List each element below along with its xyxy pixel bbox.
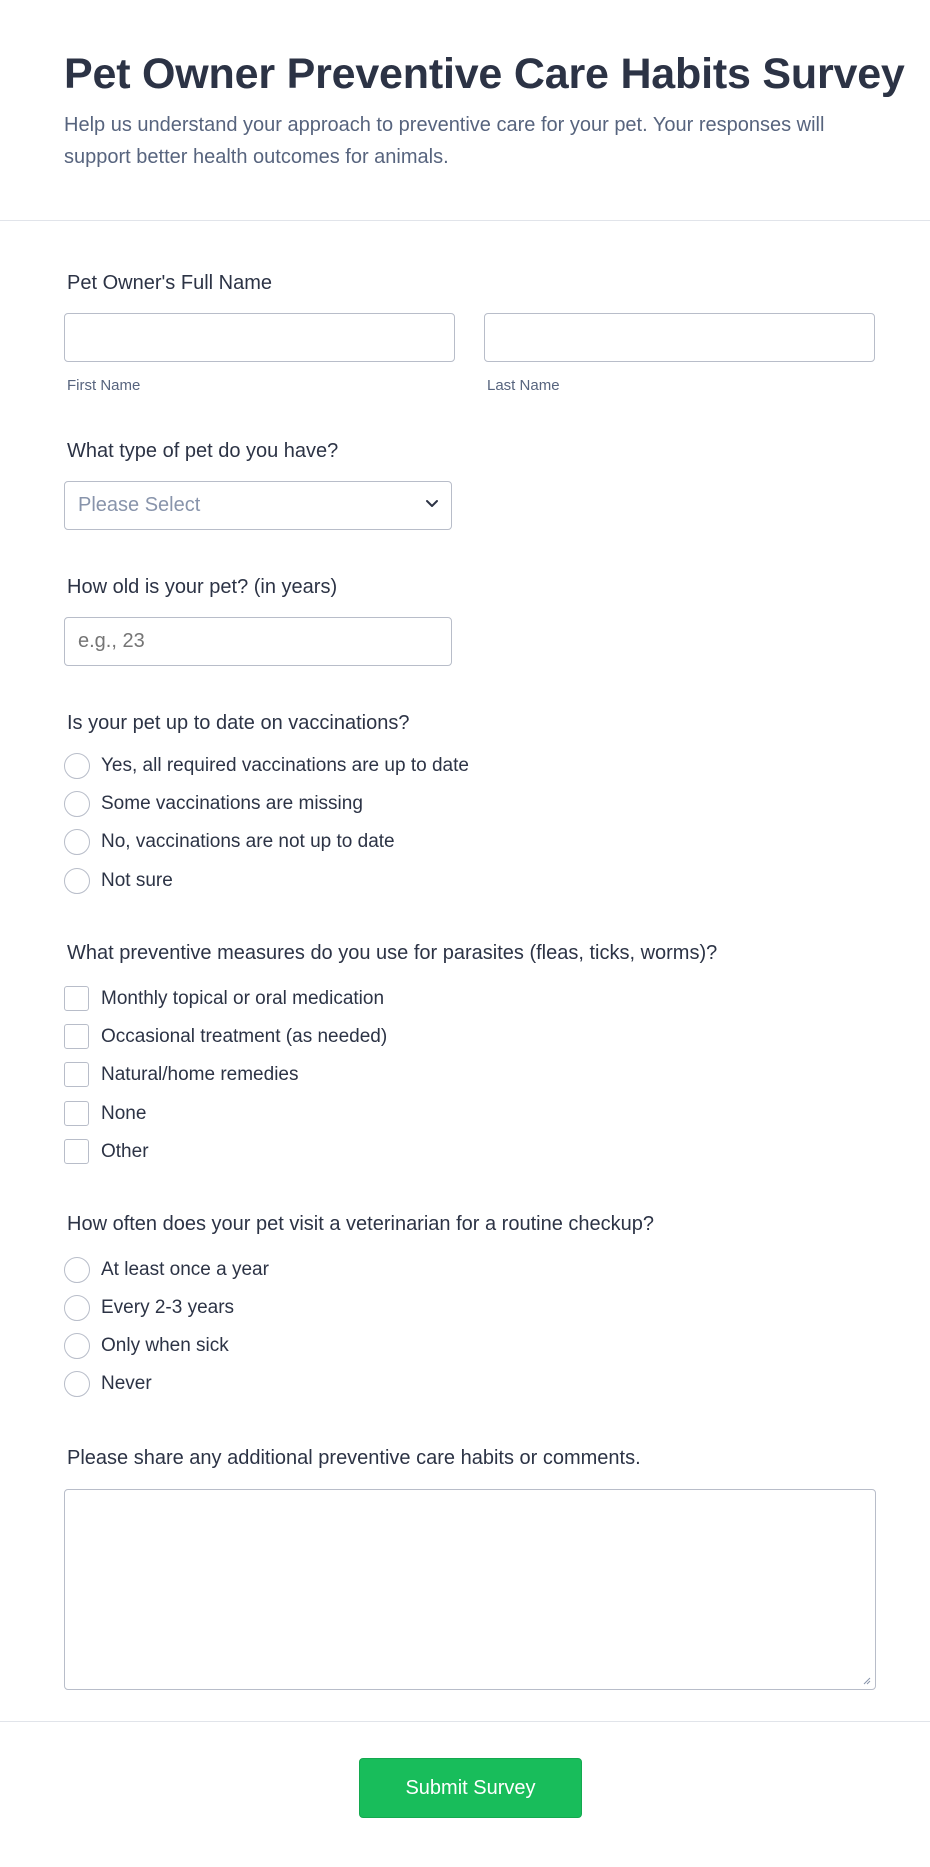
pet-type-dropdown[interactable] (64, 481, 452, 530)
first-name-sublabel: First Name (67, 377, 141, 394)
option-label: Only when sick (101, 1335, 229, 1356)
parasites-label: What preventive measures do you use for parasites (fleas, ticks, worms)? (67, 942, 718, 964)
option-label: Other (101, 1141, 149, 1162)
option-label: Monthly topical or oral medication (101, 988, 385, 1009)
option-label: Some vaccinations are missing (101, 793, 363, 814)
checkbox[interactable] (64, 1062, 89, 1087)
resize-handle-icon[interactable] (861, 1675, 871, 1685)
radio-button[interactable] (64, 1371, 90, 1397)
option-label: No, vaccinations are not up to date (101, 831, 395, 852)
pet-type-label: What type of pet do you have? (67, 440, 339, 462)
option-label: Every 2-3 years (101, 1297, 235, 1318)
chevron-down-icon (425, 496, 439, 510)
comments-textarea[interactable] (64, 1489, 876, 1690)
checkbox[interactable] (64, 986, 89, 1011)
full-name-label: Pet Owner's Full Name (67, 272, 272, 294)
radio-button[interactable] (64, 791, 90, 817)
option-label: Never (101, 1373, 152, 1394)
option-label: Occasional treatment (as needed) (101, 1026, 388, 1047)
radio-button[interactable] (64, 753, 90, 779)
radio-button[interactable] (64, 1333, 90, 1359)
option-label: Not sure (101, 870, 173, 891)
checkup-label: How often does your pet visit a veterinarian for a routine checkup? (67, 1213, 654, 1235)
radio-button[interactable] (64, 868, 90, 894)
checkbox[interactable] (64, 1139, 89, 1164)
radio-button[interactable] (64, 829, 90, 855)
submit-survey-button[interactable]: Submit Survey (359, 1758, 582, 1818)
pet-age-label: How old is your pet? (in years) (67, 576, 338, 598)
checkbox[interactable] (64, 1024, 89, 1049)
last-name-input[interactable] (484, 313, 875, 362)
option-label: Yes, all required vaccinations are up to date (101, 755, 469, 776)
first-name-input[interactable] (64, 313, 455, 362)
option-label: At least once a year (101, 1259, 269, 1280)
radio-button[interactable] (64, 1257, 90, 1283)
pet-age-input[interactable] (64, 617, 452, 666)
page-subtitle: Help us understand your approach to preventive care for your pet. Your responses will support better health outcomes for animals. (64, 114, 825, 168)
comments-label: Please share any additional preventive care habits or comments. (67, 1447, 641, 1469)
pet-type-selected: Please Select (78, 494, 201, 516)
page-title: Pet Owner Preventive Care Habits Survey (64, 50, 905, 98)
radio-button[interactable] (64, 1295, 90, 1321)
checkbox[interactable] (64, 1101, 89, 1126)
last-name-sublabel: Last Name (487, 377, 560, 394)
vaccinations-label: Is your pet up to date on vaccinations? (67, 712, 410, 734)
option-label: None (101, 1103, 147, 1124)
option-label: Natural/home remedies (101, 1064, 299, 1085)
form-header (0, 0, 930, 221)
